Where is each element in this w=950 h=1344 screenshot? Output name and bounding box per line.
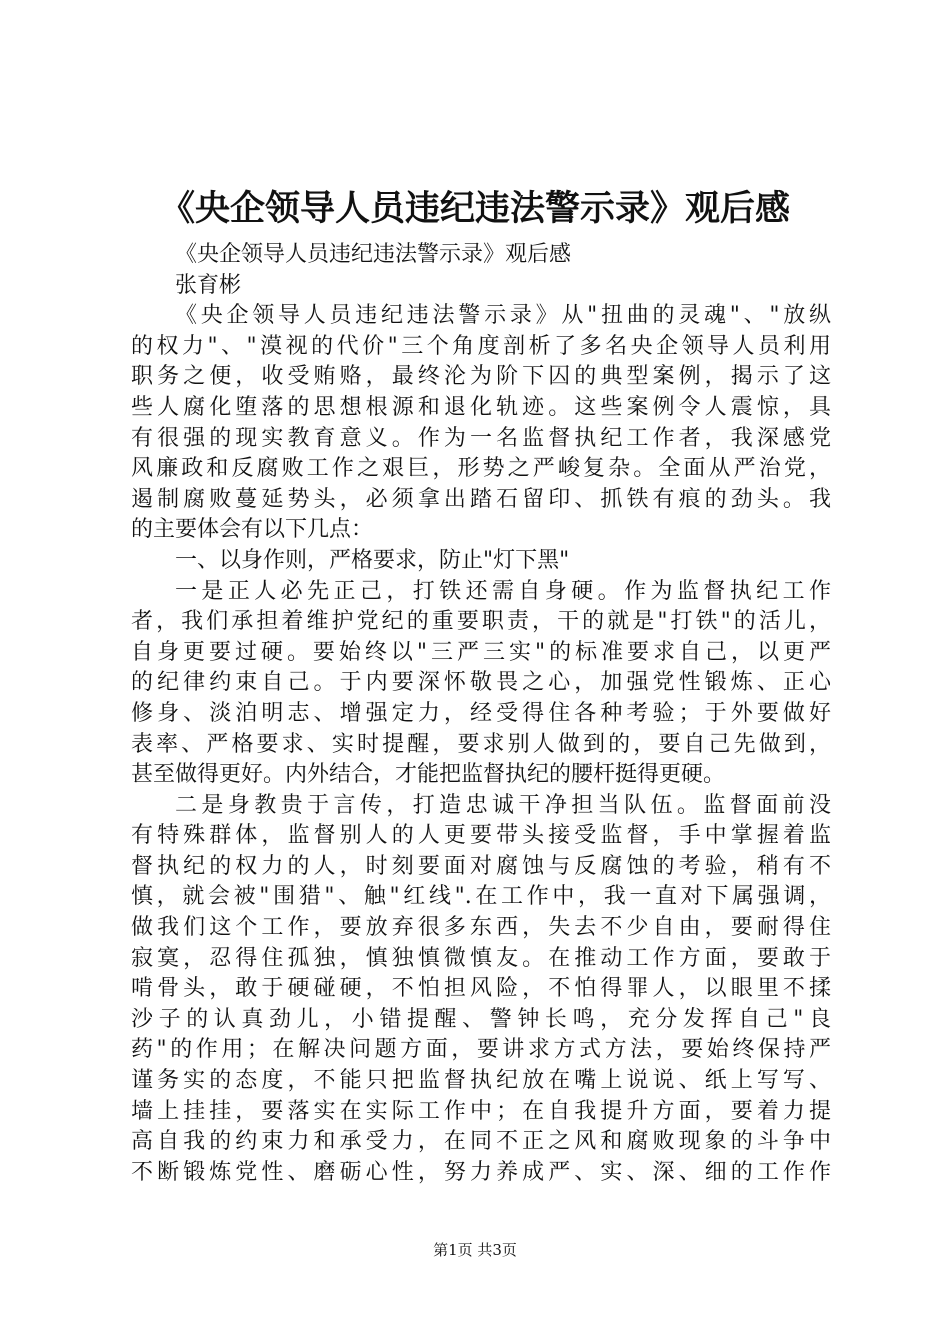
text-line: 的主要体会有以下几点： [131,517,374,543]
text-line: 药"的作用；在解决问题方面，要讲求方式方法，要始终保持严 [131,1037,831,1063]
text-line: 有特殊群体，监督别人的人更要带头接受监督，手中掌握着监 [131,823,831,849]
text-line: 一是正人必先正己，打铁还需自身硬。作为监督执纪工作 [175,578,831,604]
text-line: 《央企领导人员违纪违法警示录》观后感 [175,242,572,267]
document-body [131,240,831,1188]
page-footer: 第1页 共3页 [433,1241,517,1259]
text-line: 有很强的现实教育意义。作为一名监督执纪工作者，我深感党 [131,425,831,451]
text-line: 遏制腐败蔓延势头，必须拿出踏石留印、抓铁有痕的劲头。我 [131,486,831,512]
page-title: 《央企领导人员违纪违法警示录》观后感 [159,188,790,229]
text-line: 表率、严格要求、实时提醒，要求别人做到的，要自己先做到， [131,731,831,757]
text-line: 一、以身作则，严格要求，防止"灯下黑" [175,547,570,573]
text-line: 的纪律约束自己。于内要深怀敬畏之心，加强党性锻炼、正心 [131,670,831,696]
text-line: 职务之便，收受贿赂，最终沦为阶下囚的典型案例，揭示了这 [131,364,831,390]
text-line: 自身更要过硬。要始终以"三严三实"的标准要求自己，以更严 [131,639,831,665]
text-line: 风廉政和反腐败工作之艰巨，形势之严峻复杂。全面从严治党， [131,456,831,482]
text-line: 督执纪的权力的人，时刻要面对腐蚀与反腐蚀的考验，稍有不 [131,853,831,879]
text-line: 张育彬 [175,272,242,298]
text-line: 高自我的约束力和承受力，在同不正之风和腐败现象的斗争中 [131,1129,831,1155]
text-line: 做我们这个工作，要放弃很多东西，失去不少自由，要耐得住 [131,915,831,941]
text-line: 者，我们承担着维护党纪的重要职责，干的就是"打铁"的活儿， [131,609,831,635]
text-line: 墙上挂挂，要落实在实际工作中；在自我提升方面，要着力提 [131,1098,831,1124]
text-line: 不断锻炼党性、磨砺心性，努力养成严、实、深、细的工作作 [131,1159,831,1185]
text-line: 寂寞，忍得住孤独，慎独慎微慎友。在推动工作方面，要敢于 [131,945,831,971]
text-line: 谨务实的态度，不能只把监督执纪放在嘴上说说、纸上写写、 [131,1068,831,1094]
text-line: 沙子的认真劲儿，小错提醒、警钟长鸣，充分发挥自己"良 [131,1006,831,1032]
text-line: 些人腐化堕落的思想根源和退化轨迹。这些案例令人震惊，具 [131,394,831,420]
text-line: 甚至做得更好。内外结合，才能把监督执纪的腰杆挺得更硬。 [131,762,726,788]
text-line: 二是身教贵于言传，打造忠诚干净担当队伍。监督面前没 [175,792,831,818]
text-line: 的权力"、"漠视的代价"三个角度剖析了多名央企领导人员利用 [131,333,831,359]
text-line: 啃骨头，敢于硬碰硬，不怕担风险，不怕得罪人，以眼里不揉 [131,976,831,1002]
text-line: 修身、淡泊明志、增强定力，经受得住各种考验；于外要做好 [131,700,831,726]
text-line: 慎，就会被"围猎"、触"红线".在工作中，我一直对下属强调， [131,884,831,910]
text-line: 《央企领导人员违纪违法警示录》从"扭曲的灵魂"、"放纵 [175,303,831,329]
